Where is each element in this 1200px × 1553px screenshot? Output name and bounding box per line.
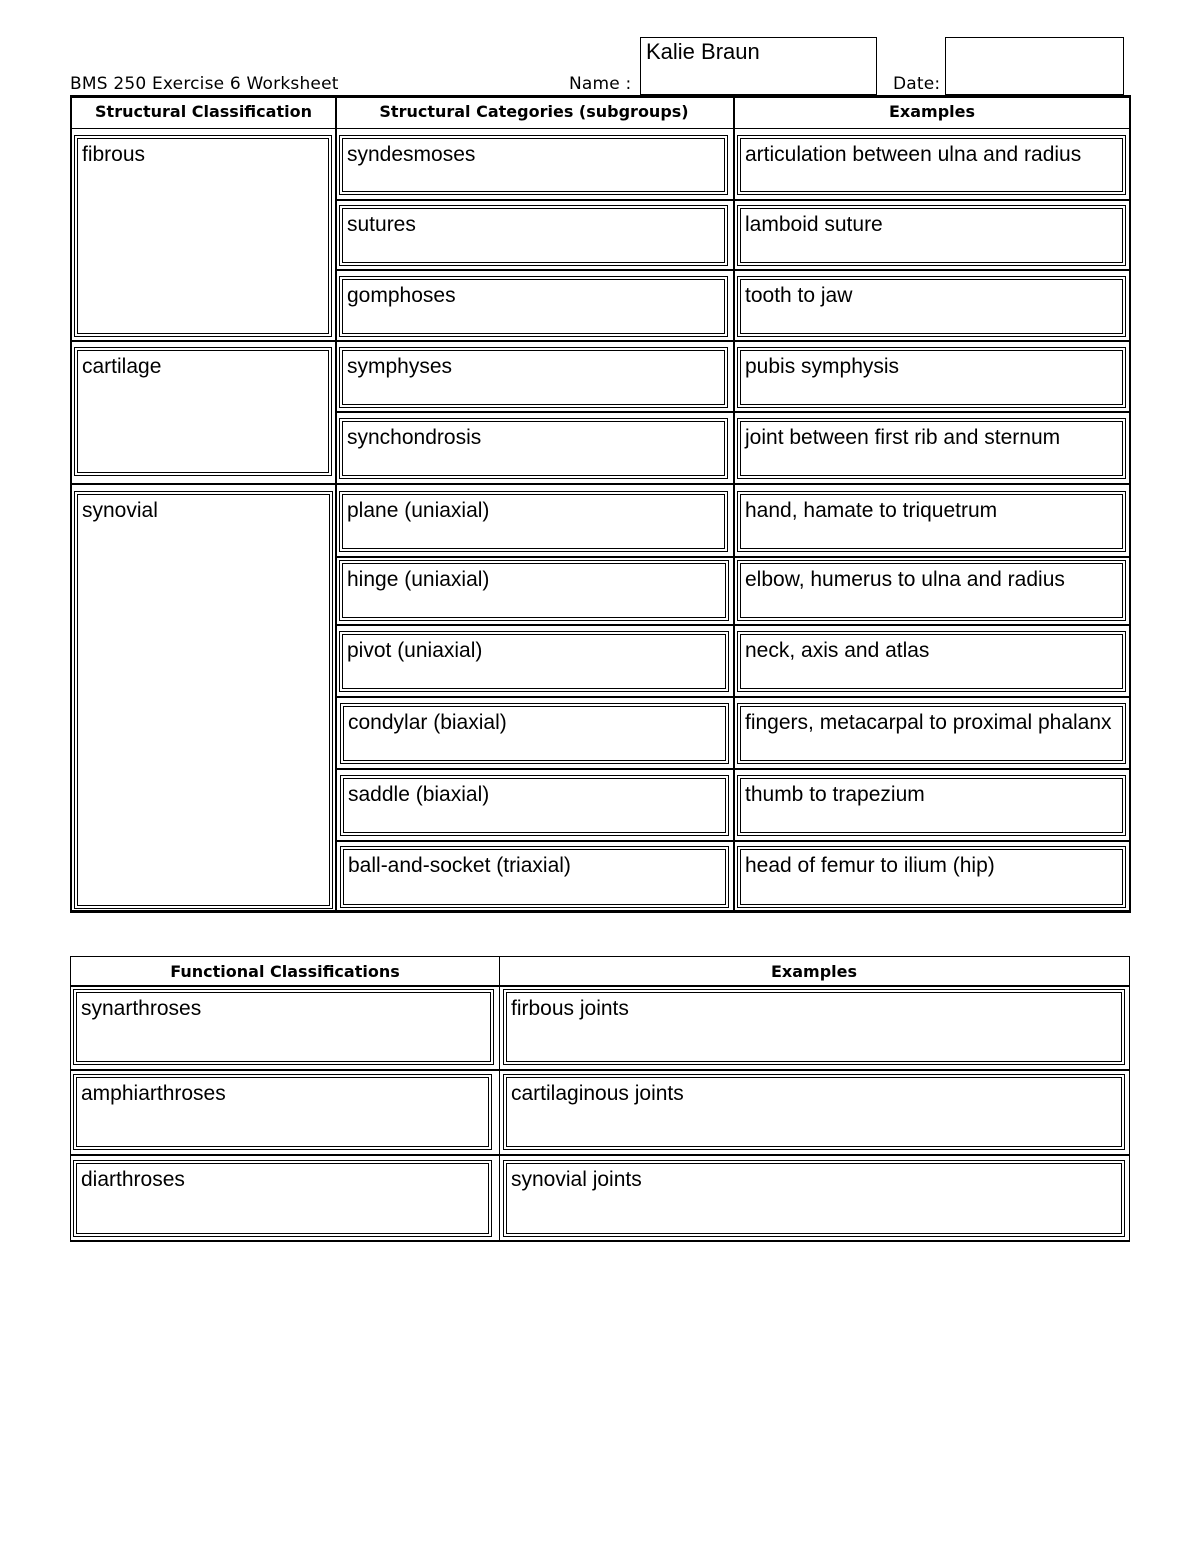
structural-header-row bbox=[72, 98, 1129, 129]
example-cell[interactable]: elbow, humerus to ulna and radius bbox=[737, 560, 1126, 621]
category-cell[interactable]: symphyses bbox=[339, 347, 728, 408]
example-cell[interactable]: pubis symphysis bbox=[737, 347, 1126, 408]
functional-classification-cell[interactable]: synarthroses bbox=[73, 989, 494, 1065]
functional-classification-cell[interactable]: diarthroses bbox=[73, 1160, 492, 1237]
col-header-examples: Examples bbox=[888, 102, 976, 121]
category-cell[interactable]: syndesmoses bbox=[339, 135, 728, 195]
date-label: Date: bbox=[893, 74, 941, 94]
functional-classification-cell[interactable]: amphiarthroses bbox=[73, 1074, 492, 1150]
category-cell[interactable]: ball-and-socket (triaxial) bbox=[340, 846, 729, 908]
example-cell[interactable]: thumb to trapezium bbox=[737, 775, 1126, 836]
category-cell[interactable]: hinge (uniaxial) bbox=[339, 560, 729, 621]
category-cell[interactable]: condylar (biaxial) bbox=[340, 703, 729, 764]
category-cell[interactable]: synchondrosis bbox=[339, 418, 728, 479]
example-cell[interactable]: lamboid suture bbox=[737, 205, 1126, 266]
col-header-categories: Structural Categories (subgroups) bbox=[379, 102, 689, 121]
classification-cell-cartilage[interactable]: cartilage bbox=[74, 347, 332, 476]
col-header-classification: Structural Classification bbox=[95, 102, 312, 121]
category-cell[interactable]: plane (uniaxial) bbox=[339, 491, 728, 552]
col-header-functional: Functional Classifications bbox=[170, 962, 400, 981]
category-cell[interactable]: gomphoses bbox=[339, 276, 728, 337]
example-cell[interactable]: articulation between ulna and radius bbox=[737, 135, 1126, 195]
classification-cell-fibrous[interactable]: fibrous bbox=[74, 135, 332, 337]
functional-example-cell[interactable]: cartilaginous joints bbox=[503, 1074, 1125, 1150]
functional-example-cell[interactable]: synovial joints bbox=[503, 1160, 1125, 1237]
date-field[interactable] bbox=[945, 37, 1124, 97]
structural-table bbox=[70, 95, 1131, 913]
category-cell[interactable]: sutures bbox=[339, 205, 728, 266]
name-label: Name : bbox=[569, 74, 632, 94]
example-cell[interactable]: fingers, metacarpal to proximal phalanx bbox=[737, 703, 1126, 764]
example-cell[interactable]: neck, axis and atlas bbox=[737, 631, 1126, 692]
worksheet-title: BMS 250 Exercise 6 Worksheet bbox=[70, 74, 339, 94]
col-header-functional-examples: Examples bbox=[770, 962, 858, 981]
functional-example-cell[interactable]: firbous joints bbox=[503, 989, 1125, 1065]
functional-header-row bbox=[71, 957, 1129, 987]
name-value: Kalie Braun bbox=[646, 39, 760, 64]
example-cell[interactable]: hand, hamate to triquetrum bbox=[737, 491, 1126, 552]
example-cell[interactable]: joint between first rib and sternum bbox=[737, 418, 1126, 479]
functional-table bbox=[70, 956, 1130, 1242]
example-cell[interactable]: head of femur to ilium (hip) bbox=[737, 846, 1126, 908]
name-field[interactable] bbox=[640, 37, 877, 97]
classification-cell-synovial[interactable]: synovial bbox=[74, 491, 333, 909]
category-cell[interactable]: pivot (uniaxial) bbox=[339, 631, 729, 692]
example-cell[interactable]: tooth to jaw bbox=[737, 276, 1126, 337]
category-cell[interactable]: saddle (biaxial) bbox=[340, 775, 729, 836]
